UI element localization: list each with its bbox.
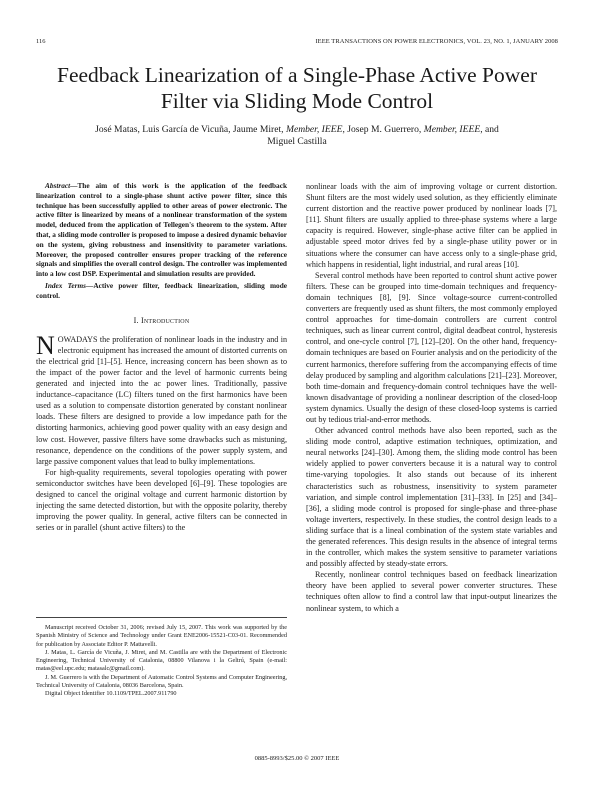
footnote-manuscript: Manuscript received October 31, 2006; revised July 15, 2007. This work was supported by the Spanish Ministry of Science and Technology under Grant ENE2006-15521-C03-01. Recommended for publication by Associate Editor P. Mattavelli. (36, 624, 287, 648)
right-paragraph-1: nonlinear loads with the aim of improving voltage or current distortion. Shunt filters are the most widely used solution, as they efficiently eliminate current distortion and the reactive power produced by nonlinear loads [7], [11]. Shunt filters are usually applied to three-phase systems where a large capacity is required. However, single-phase active filter can be applied in adjustable speed motor drives fed by a single-phase utility power or in situations where the consumer can have access only to a single-phase grid, which happens in residential, light industrial, and rural areas [10]. (306, 182, 557, 269)
author-list (40, 124, 554, 148)
footnote-affiliation-2: J. M. Guerrero is with the Department of Automatic Control Systems and Computer Engineering, Technical University of Catalonia, 08036 Barcelona, Spain. (36, 673, 287, 690)
index-terms-text: —Active power filter, feedback linearization, sliding mode control. (36, 280, 287, 300)
drop-cap: N (36, 330, 55, 360)
abstract (36, 181, 287, 279)
section-number: I. (133, 315, 139, 325)
footnote-doi: Digital Object Identifier 10.1109/TPEL.2007.911790 (45, 690, 177, 698)
member-tag-2: Member, IEEE (423, 124, 481, 135)
footnote-affiliation-1: J. Matas, L. García de Vicuña, J. Miret, and M. Castilla are with the Department of Electronic Engineering, Technical University of Catalonia, 08800 Vilanova i la Geltrú, Spain (e-mail: matas@eel.upc.edu; matasalc@gmail.com). (36, 648, 287, 673)
index-terms-label: Index Terms (45, 280, 87, 290)
index-terms (36, 281, 287, 301)
right-paragraph-4: Recently, nonlinear control techniques based on feedback linearization theory have been applied to several power converter structures. These techniques often allow to find a control law that input-output linearizes the nonlinear system, to which a (306, 570, 557, 613)
abstract-label: Abstract (45, 181, 71, 190)
authors-part3: , and (480, 124, 499, 135)
section-title: Introduction (140, 315, 190, 325)
section-heading (36, 315, 287, 326)
right-paragraph-2: Several control methods have been reported to control shunt active power filters. These can be grouped into time-domain techniques and frequency-domain techniques [8], [9]. Since voltage-source current-controlled converters are frequently used as shunt filters, the most commonly employed control approaches for time-domain controllers are current control techniques, such as linear current control, digital deadbeat control, hysteresis control, and one-cycle control [7], [12]–[20]. On the other hand, frequency-domain techniques are based on Fourier analysis and on the periodicity of the current harmonics, therefore suffering from the accompanying effects of time delay produced by sampling and algorithm calculations [21]–[23]. Moreover, both time-domain and frequency-domain control techniques have the well-known disadvantage of providing a nonlinear description of the closed-loop system dynamics. Usually the design of these closed-loop systems is carried out by tedious trial-and-error methods. (306, 270, 557, 424)
authors-part2: , Josep M. Guerrero, (342, 124, 422, 135)
authors-part1: José Matas, Luis García de Vicuña, Jaume Miret, (95, 124, 284, 135)
intro-paragraph-1-text: OWADAYS the proliferation of nonlinear loads in the industry and in electronic equipment has increased the amount of distorted currents on the electrical grid [1]–[5]. Hence, increasing concern has been shown as to the impact of the power factor and the level of harmonic currents being generated and injected into the ac power lines. Traditionally, passive inductance–capacitance (LC) filters tuned on the first harmonics have been used as a solution to compensate distortion generated by constant nonlinear loads. These filters are designed to provide a low impedance path for the distorting harmonics, achieving good power quality with an easy design and low cost. However, passive filters have some drawbacks such as mistuning, resonance, dependence on the conditions of the power supply system, and large passive component values that lead to bulky implementations. (36, 334, 287, 466)
authors-line2: Miguel Castilla (267, 136, 327, 147)
journal-header: IEEE TRANSACTIONS ON POWER ELECTRONICS, VOL. 23, NO. 1, JANUARY 2008 (315, 38, 558, 45)
right-column (306, 181, 557, 614)
intro-paragraph-2: For high-quality requirements, several topologies operating with power semiconductor switches have been developed [6]–[9]. These topologies are designed to cancel the original voltage and current harmonic distortion by injecting the same detected distortion, but with the opposite polarity, thereby improving the power quality. In general, active filters can be connected in series or in parallel (shunt active filters) to the (36, 467, 287, 533)
left-column (36, 181, 287, 533)
member-tag-1: Member, IEEE (285, 124, 343, 135)
copyright-footer: 0885-8993/$25.00 © 2007 IEEE (254, 755, 340, 762)
footnotes (36, 617, 287, 699)
intro-paragraph-1 (36, 330, 287, 467)
page-number: 116 (36, 38, 46, 45)
abstract-text: —The aim of this work is the application of the feedback linearization control to a single-phase shunt active power filter, since this technique has been successfully applied to other areas of power electronic. The active filter is linearized by means of a nonlinear transformation of the system model, deduced from the application of Tellegen's theorem to the system. After that, a sliding mode controller is proposed to impose a desired dynamic behavior on the system, giving robustness and insensitivity to parameter variations. Moreover, the proposed controller ensures proper tracking of the reference signals and simplifies the overall control design. The controller was implemented into a low cost DSP. Experimental and simulation results are provided. (36, 181, 287, 279)
right-paragraph-3: Other advanced control methods have also been reported, such as the sliding mode control, adaptive estimation techniques, optimization, and neural networks [24]–[30]. Among them, the sliding mode control has been widely applied to power converters because it is a natural way to control time-varying topologies. It also stands out because of its inherent characteristics such as robustness, insensitivity to system parameter variation, and simple control implementation [31]–[33]. In [25] and [34]–[36], a sliding mode control is proposed for single-phase and three-phase voltage inverters, respectively. In these studies, the control design leads to a sliding surface that is a lineal combination of the system state variables and the generated references. This design results in the absence of integral terms in the controller, which makes the system sensitive to parameter variations and possibly affected by steady-state errors. (306, 426, 557, 569)
paper-title: Feedback Linearization of a Single-Phase Active Power Filter via Sliding Mode Control (56, 63, 537, 113)
